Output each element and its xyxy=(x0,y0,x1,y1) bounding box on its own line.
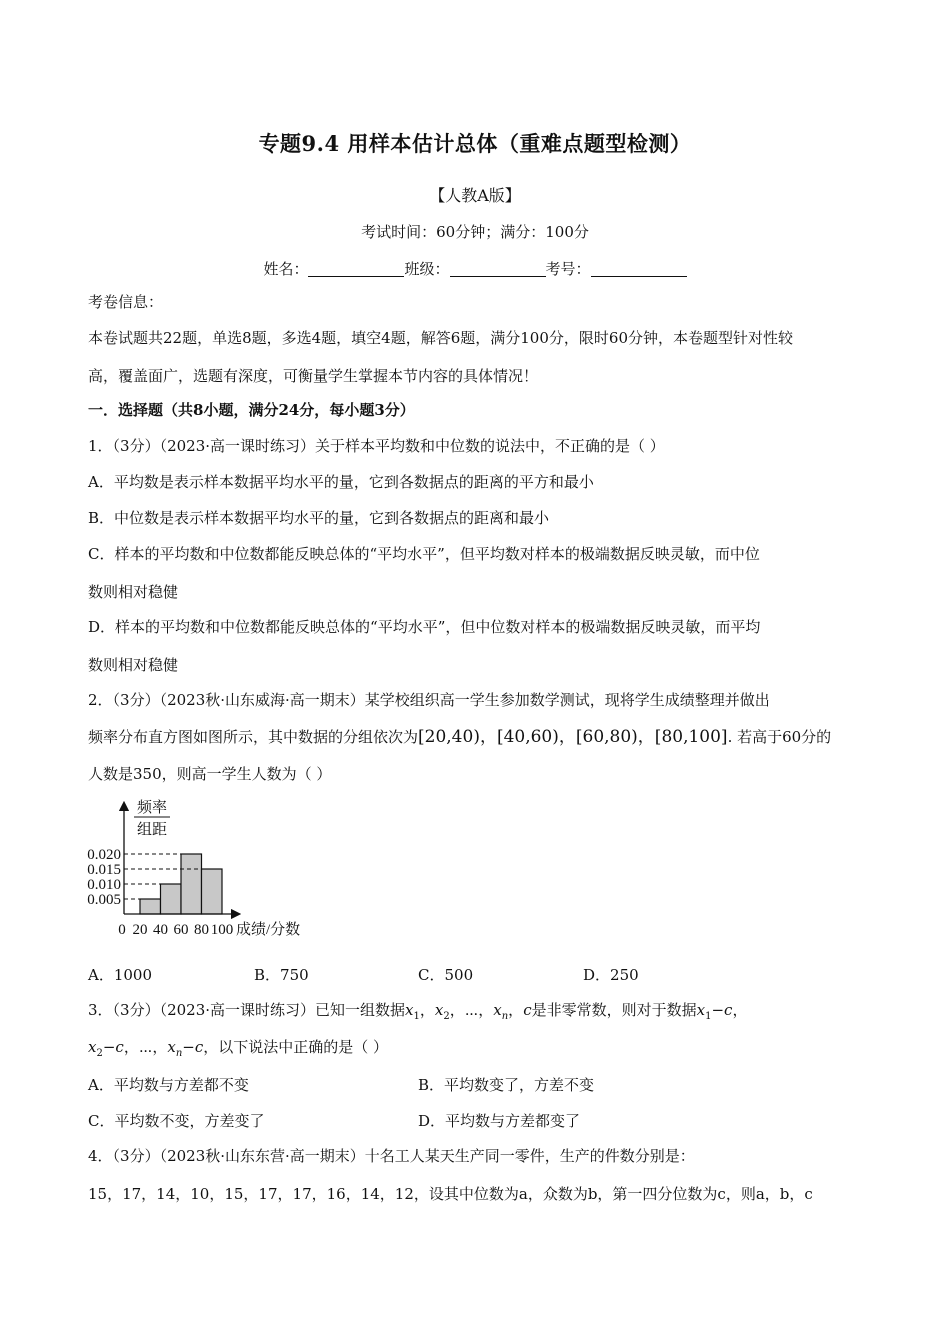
info-line: 高，覆盖面广，选题有深度，可衡量学生掌握本节内容的具体情况！ xyxy=(88,367,539,385)
y-axis-label: 组距 xyxy=(136,822,168,838)
question-2-option-c[interactable]: C．500 xyxy=(418,966,474,984)
question-3-text: ，以下说法中正确的是（ ） xyxy=(203,1038,389,1056)
question-3-text: 是非零常数，则对于数据 xyxy=(531,1001,697,1019)
question-2-option-d[interactable]: D．250 xyxy=(583,966,639,984)
question-1-option-a[interactable]: A．平均数是表示样本数据平均水平的量，它到各数据点的距离的平方和最小 xyxy=(88,473,594,491)
question-2-text: 频率分布直方图如图所示，其中数据的分组依次为 xyxy=(88,728,419,746)
question-1-option-c[interactable]: C．样本的平均数和中位数都能反映总体的“平均水平”，但平均数对样本的极端数据反映灵敏，而中位 xyxy=(88,545,760,563)
y-tick-label: 0.005 xyxy=(87,892,121,908)
question-4-stem: 4．（3分）（2023秋·山东东营·高一期末）十名工人某天生产同一零件，生产的件数分别是： xyxy=(88,1147,695,1165)
y-tick-label: 0.015 xyxy=(87,862,121,878)
name-label: 姓名： xyxy=(263,260,309,278)
class-field[interactable] xyxy=(450,260,546,277)
y-axis-label: 频率 xyxy=(136,800,168,816)
question-2-option-a[interactable]: A．1000 xyxy=(88,966,153,984)
x-tick-label: 40 xyxy=(153,922,168,938)
number-field[interactable] xyxy=(591,260,687,277)
question-1-option-d-cont: 数则相对稳健 xyxy=(88,656,179,674)
question-2-intervals: [20,40)，[40,60)，[60,80)，[80,100] xyxy=(418,727,728,747)
question-4-stem-line2: 15，17，14，10，15，17，17，16，14，12，设其中位数为a，众数为b，第一四分位数为c，则a，b，c xyxy=(88,1185,813,1203)
question-3-option-b[interactable]: B．平均数变了，方差不变 xyxy=(418,1076,595,1094)
info-line: 本卷试题共22题，单选8题，多选4题，填空4题，解答6题，满分100分，限时60分钟，本卷题型针对性较 xyxy=(88,329,793,347)
question-2-stem-line2 xyxy=(88,727,868,747)
student-info-row xyxy=(0,258,950,279)
y-tick-label: 0.020 xyxy=(87,847,121,863)
question-2-option-b[interactable]: B．750 xyxy=(254,966,309,984)
name-field[interactable] xyxy=(308,260,404,277)
question-3-stem: 3．（3分）（2023·高一课时练习）已知一组数据$x_1$，$x_2$，⋯，$x_n$，c是非零常数，则对于数据$x_1-c$， xyxy=(88,1001,748,1022)
x-tick-label: 100 xyxy=(210,922,234,938)
class-label: 班级： xyxy=(404,260,450,278)
edition-label: 【人教A版】 xyxy=(429,186,521,205)
question-1-option-d[interactable]: D．样本的平均数和中位数都能反映总体的“平均水平”，但中位数对样本的极端数据反映灵敏，而平均 xyxy=(88,618,761,636)
exam-info: 考试时间：60分钟；满分：100分 xyxy=(361,223,589,241)
question-1-stem: 1．（3分）（2023·高一课时练习）关于样本平均数和中位数的说法中，不正确的是（ ） xyxy=(88,437,665,455)
question-2-stem-line3: 人数是350，则高一学生人数为（ ） xyxy=(88,765,332,783)
histogram-bar xyxy=(140,899,161,914)
question-3-option-a[interactable]: A．平均数与方差都不变 xyxy=(88,1076,249,1094)
x-axis-label: 成绩/分数 xyxy=(236,922,301,938)
question-2-text: . 若高于60分的 xyxy=(727,728,832,746)
x-tick-label: 60 xyxy=(173,922,189,938)
histogram-bar xyxy=(161,884,182,914)
info-label: 考卷信息： xyxy=(88,293,164,311)
origin-label: 0 xyxy=(118,922,126,938)
x-tick-label: 20 xyxy=(132,922,148,938)
y-tick-label: 0.010 xyxy=(87,877,121,893)
question-3-option-d[interactable]: D．平均数与方差都变了 xyxy=(418,1112,581,1130)
section-heading: 一．选择题（共8小题，满分24分，每小题3分） xyxy=(88,401,415,419)
question-3-option-c[interactable]: C．平均数不变，方差变了 xyxy=(88,1112,265,1130)
histogram-bar xyxy=(202,869,223,914)
question-2-stem: 2．（3分）（2023秋·山东威海·高一期末）某学校组织高一学生参加数学测试，现将学生成绩整理并做出 xyxy=(88,691,770,709)
question-1-option-c-cont: 数则相对稳健 xyxy=(88,583,179,601)
page-title: 专题9.4 用样本估计总体（重难点题型检测） xyxy=(258,131,692,156)
x-tick-label: 80 xyxy=(194,922,209,938)
histogram-bar xyxy=(181,854,202,914)
question-3-stem-line2: $x_2-c$，⋯，$x_n-c$，以下说法中正确的是（ ） xyxy=(88,1038,389,1059)
frequency-histogram xyxy=(86,796,326,942)
question-3-text: 3．（3分）（2023·高一课时练习）已知一组数据 xyxy=(88,1001,406,1019)
number-label: 考号： xyxy=(545,260,591,278)
question-1-option-b[interactable]: B．中位数是表示样本数据平均水平的量，它到各数据点的距离和最小 xyxy=(88,509,550,527)
